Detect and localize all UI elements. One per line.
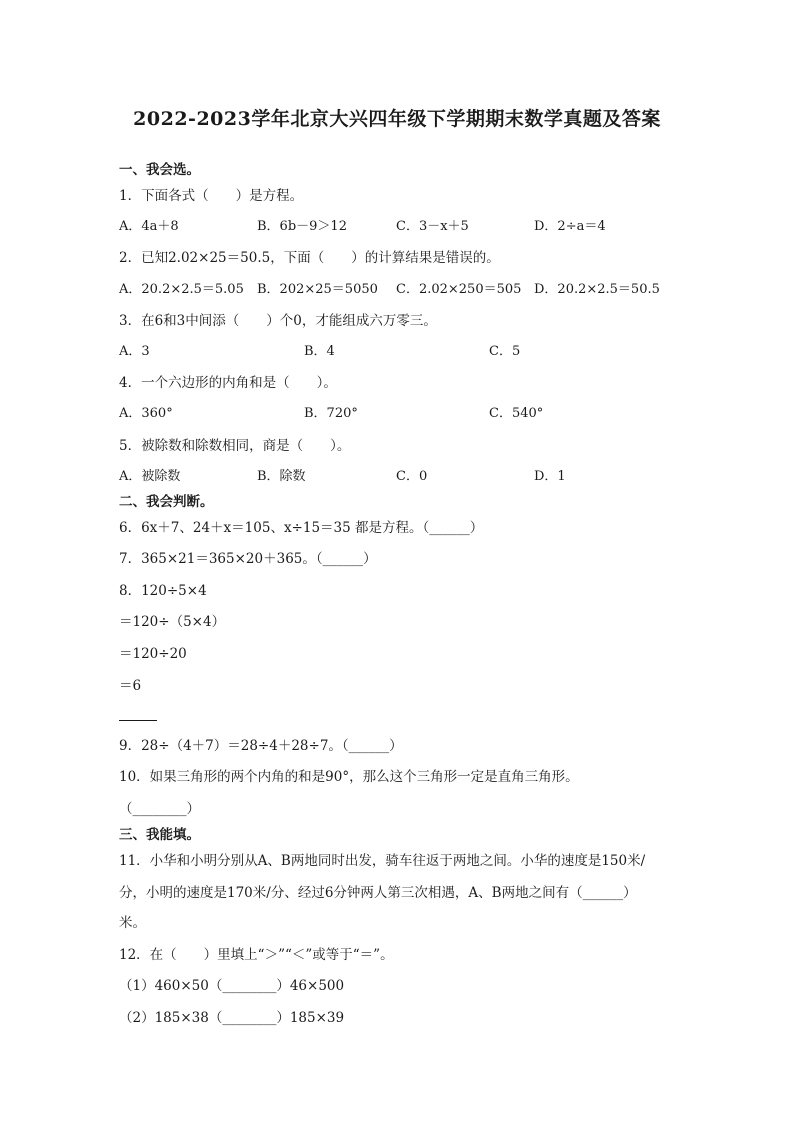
q4-option-c: C．540° (489, 406, 544, 421)
question-11-line-3: 米。 (119, 915, 146, 931)
question-4: 4．一个六边形的内角和是（ ）。 (119, 375, 337, 391)
question-8-line-2: ＝120÷（5×4） (119, 614, 226, 630)
question-5: 5．被除数和除数相同，商是（ ）。 (119, 438, 351, 454)
q2-option-a: A．20.2×2.5＝5.05 (119, 282, 244, 297)
q3-option-a: A．3 (119, 344, 150, 359)
q5-option-a: A．被除数 (119, 469, 181, 484)
question-3: 3．在6和3中间添（ ）个0，才能组成六万零三。 (119, 313, 437, 329)
q3-option-c: C．5 (489, 344, 521, 359)
q1-option-c: C．3－x＋5 (396, 219, 469, 234)
question-6: 6．6x＋7、24＋x＝105、x÷15＝35 都是方程。（______） (119, 520, 484, 536)
question-12: 12．在（ ）里填上“＞”“＜”或等于“＝”。 (119, 947, 394, 963)
page-title: 2022-2023学年北京大兴四年级下学期期末数学真题及答案 (133, 108, 661, 130)
question-8-answer-blank[interactable] (119, 712, 157, 721)
question-12-part-2: （2）185×38（________）185×39 (119, 1010, 345, 1026)
question-5-options (119, 468, 719, 486)
q2-option-d: D．20.2×2.5＝50.5 (534, 282, 660, 297)
q4-option-a: A．360° (119, 406, 173, 421)
q1-option-d: D．2÷a＝4 (534, 219, 606, 234)
q2-option-b: B．202×25＝5050 (257, 282, 378, 297)
q3-option-b: B．4 (304, 344, 335, 359)
q4-option-b: B．720° (304, 406, 358, 421)
q5-option-d: D．1 (534, 469, 566, 484)
q5-option-c: C．0 (396, 469, 428, 484)
question-7: 7．365×21＝365×20＋365。（______） (119, 551, 377, 567)
question-8-line-1: 8．120÷5×4 (119, 583, 207, 599)
question-2-options (119, 281, 719, 299)
question-3-options (119, 343, 719, 361)
question-10-answer: （________） (119, 801, 200, 817)
question-8-line-3: ＝120÷20 (119, 646, 187, 662)
section-heading-fill: 三、我能填。 (119, 827, 200, 843)
question-1-options (119, 218, 719, 236)
question-12-part-1: （1）460×50（________）46×500 (119, 978, 345, 994)
section-heading-choice: 一、我会选。 (119, 162, 200, 178)
question-9: 9．28÷（4＋7）＝28÷4＋28÷7。（______） (119, 738, 403, 754)
question-1: 1．下面各式（ ）是方程。 (119, 188, 304, 204)
q2-option-c: C．2.02×250＝505 (396, 282, 522, 297)
q1-option-a: A．4a＋8 (119, 219, 179, 234)
q5-option-b: B．除数 (257, 469, 306, 484)
question-2: 2．已知2.02×25＝50.5，下面（ ）的计算结果是错误的。 (119, 250, 500, 266)
question-10-line-1: 10．如果三角形的两个内角的和是90°，那么这个三角形一定是直角三角形。 (119, 769, 579, 785)
question-8-line-4: ＝6 (119, 678, 142, 694)
q1-option-b: B．6b－9＞12 (257, 219, 347, 234)
question-4-options (119, 405, 719, 423)
question-11-line-2: 分，小明的速度是170米/分、经过6分钟两人第三次相遇，A、B两地之间有（______） (119, 885, 637, 901)
question-11-line-1: 11．小华和小明分别从A、B两地同时出发，骑车往返于两地之间。小华的速度是150米/ (119, 853, 646, 869)
section-heading-judge: 二、我会判断。 (119, 494, 214, 510)
